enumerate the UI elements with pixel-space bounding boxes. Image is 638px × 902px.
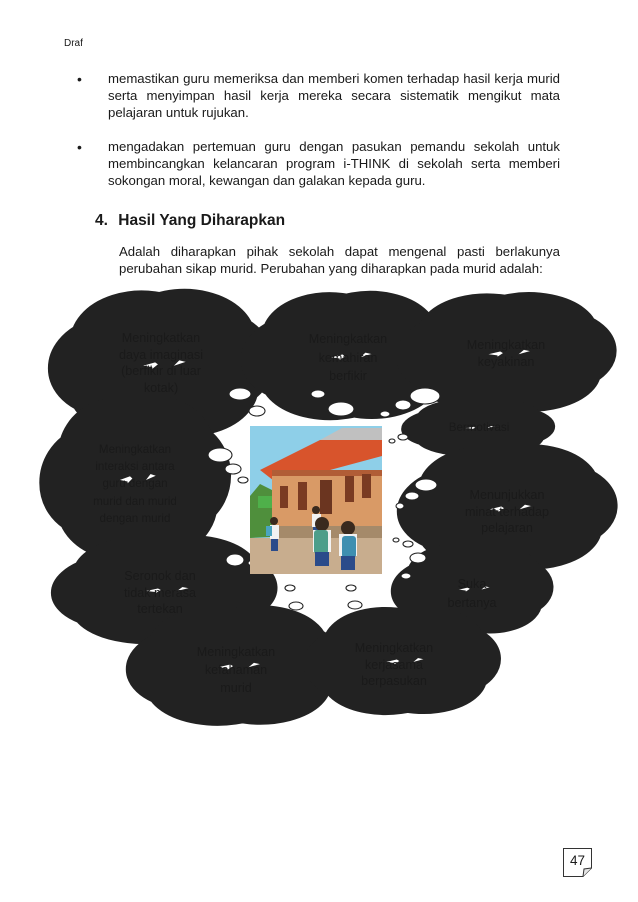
bubble-kerjasama (342, 640, 446, 690)
bubble-minat (447, 487, 567, 537)
bubble-line: berfikir (329, 369, 367, 383)
bubble-line: (berfikir di luar (121, 364, 201, 378)
bubble-line: Meningkatkan (121, 331, 201, 345)
bubble-line: Seronok dan (124, 569, 196, 583)
bullet-symbol: • (77, 71, 82, 87)
bubble-bertanya (432, 575, 512, 613)
bubble-line: murid dan murid (93, 494, 177, 508)
bubble-line: daya imaginasi (118, 347, 203, 362)
bubble-line: guru dengan (102, 477, 168, 491)
bubble-keyakinan (446, 337, 566, 370)
section-intro: Adalah diharapkan pihak sekolah dapat mengenal pasti berlakunya perubahan sikap murid. Perubahan yang diharapkan pada murid adalah: (119, 244, 560, 276)
section-number: 4. (95, 212, 108, 229)
bubble-line: berpasukan (361, 674, 427, 688)
bubble-line: kefahaman (204, 663, 268, 677)
bubble-line: murid (220, 681, 252, 695)
bubble-line: tertekan (137, 602, 183, 616)
bubble-imaginasi (100, 330, 222, 396)
bubble-line: minat terhadap (464, 504, 549, 519)
bubble-line: Meningkatkan (354, 641, 434, 655)
bullet-symbol: • (77, 139, 82, 155)
bubble-kefahaman (178, 643, 294, 697)
bubble-line: Meningkatkan (466, 338, 546, 352)
bubble-line: pelajaran (481, 521, 533, 535)
bubble-line: bertanya (447, 596, 497, 610)
bubble-line: kemahiran (318, 350, 378, 365)
bubble-line: Meningkatkan (98, 443, 172, 456)
bubble-bermotivasi (440, 420, 518, 436)
page-number: 47 (569, 853, 586, 868)
bubble-line: Bermotivasi (448, 421, 510, 434)
bubble-line: tidak merasa (123, 585, 197, 600)
bubble-line: keyakinan (477, 354, 535, 369)
bubble-line: interaksi antara (95, 460, 175, 474)
bubble-line: kerjasama (364, 657, 424, 672)
bubble-line: Menunjukkan (469, 488, 545, 502)
bubble-seronok (106, 568, 214, 618)
bubble-line: Suka (457, 577, 487, 591)
bubble-kemahiran (290, 331, 406, 385)
school-students-illustration (250, 426, 382, 574)
bubble-interaksi (84, 441, 186, 527)
bubble-line: dengan murid (99, 511, 171, 525)
section-title: Hasil Yang Diharapkan (118, 212, 286, 229)
bullet-text-2: mengadakan pertemuan guru dengan pasukan pemandu sekolah untuk membincangkan kelancaran program i-THINK di sekolah serta memberi sokongan moral, kewangan dan galakan kepada guru. (108, 139, 560, 188)
bubble-line: kotak) (143, 380, 179, 395)
bullet-text-1: memastikan guru memeriksa dan memberi komen terhadap hasil kerja murid serta menyimpan hasil kerja mereka secara sistematik mengikut mata pelajaran untuk rujukan. (108, 71, 560, 120)
bubble-line: Meningkatkan (308, 332, 388, 346)
draft-header: Draf (64, 38, 83, 49)
bubble-line: Meningkatkan (196, 645, 276, 659)
